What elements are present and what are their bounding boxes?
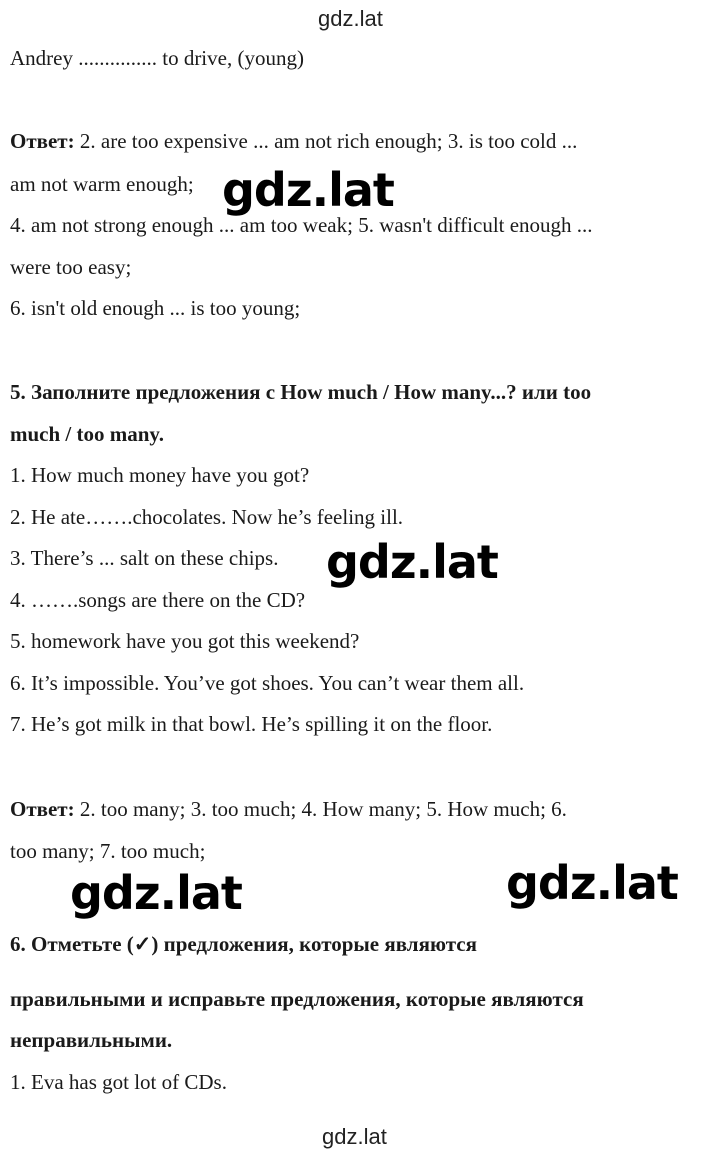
task-6-item: 1. Eva has got lot of CDs. [10,1070,227,1094]
task-5-item: 5. homework have you got this weekend? [10,629,360,653]
task-6-title-line-1: 6. Отметьте (✓) предложения, которые являются [10,932,477,956]
task-5-title-line-2: much / too many. [10,422,165,446]
answer-1-line-5: 6. isn't old enough ... is too young; [10,296,301,320]
task-6-title-line-2: правильными и исправьте предложения, которые являются [10,987,584,1011]
watermark: gdz.lat [506,856,678,910]
task-5-item: 3. There’s ... salt on these chips. [10,546,279,570]
answer-label: Ответ: [10,797,75,821]
previous-task-line: Andrey ............... to drive, (young) [10,46,304,70]
answer-1-line-1 [10,128,577,154]
task-6-title-line-3: неправильными. [10,1028,173,1052]
answer-label: Ответ: [10,129,75,153]
answer-2-line-1 [10,796,567,822]
answer-text: 2. are too expensive ... am not rich enough; 3. is too cold ... [74,129,578,153]
watermark: gdz.lat [70,866,242,920]
header-site-label: gdz.lat [318,6,383,31]
answer-1-line-2: am not warm enough; [10,172,194,196]
task-5-title-line-1: 5. Заполните предложения с How much / How many...? или too [10,380,592,404]
task-5-item: 4. …….songs are there on the CD? [10,588,306,612]
watermark: gdz.lat [222,163,394,217]
answer-2-line-2: too many; 7. too much; [10,839,206,863]
answer-1-line-3: 4. am not strong enough ... am too weak; 5. wasn't difficult enough ... [10,213,593,237]
footer-site-label: gdz.lat [322,1124,387,1149]
task-5-item: 6. It’s impossible. You’ve got shoes. You can’t wear them all. [10,671,525,695]
answer-1-line-4: were too easy; [10,255,132,279]
task-5-item: 7. He’s got milk in that bowl. He’s spilling it on the floor. [10,712,493,736]
task-5-item: 1. How much money have you got? [10,463,310,487]
watermark: gdz.lat [326,535,498,589]
answer-text: 2. too many; 3. too much; 4. How many; 5. How much; 6. [74,797,567,821]
task-5-item: 2. He ate…….chocolates. Now he’s feeling ill. [10,505,404,529]
